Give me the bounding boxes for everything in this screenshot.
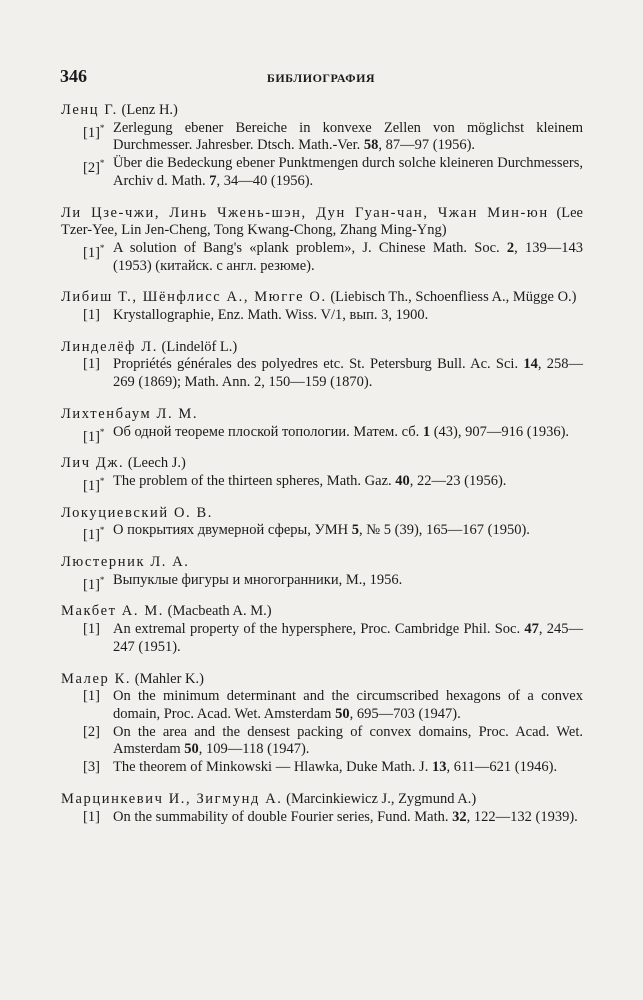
reference-details: , 122—132 (1939). — [466, 808, 578, 825]
author-latin-name: (Lenz H.) — [121, 102, 178, 118]
entry-author — [61, 455, 583, 473]
reference-index: [1] — [83, 244, 100, 261]
reference-number — [83, 621, 100, 639]
reference-volume: 14 — [523, 356, 538, 373]
author-name: Лич Дж. — [61, 455, 125, 472]
entry-author — [61, 791, 583, 809]
bibliography-entry — [61, 504, 583, 544]
translation-mark: * — [99, 122, 105, 133]
reference-volume: 1 — [422, 423, 431, 440]
reference — [61, 522, 583, 544]
reference-index: [1] — [83, 527, 100, 544]
reference-details: , 109—118 (1947). — [198, 741, 310, 758]
bibliography-entry — [61, 791, 583, 826]
bibliography-entry — [61, 554, 583, 593]
reference-text: The theorem of Minkowski — Hlawka, Duke Math. J. — [113, 759, 432, 776]
bibliography-entry — [61, 671, 583, 777]
reference — [61, 724, 583, 759]
reference-volume: 2 — [506, 239, 515, 256]
reference-volume: 50 — [184, 741, 199, 758]
reference-number — [83, 307, 100, 325]
entry-author — [61, 603, 583, 621]
author-latin-name: (Leech J.) — [127, 455, 186, 472]
reference-volume: 58 — [363, 137, 379, 154]
entry-author — [61, 671, 583, 689]
reference-details: , 34—40 (1956). — [216, 172, 314, 189]
bibliography-entry — [61, 405, 583, 445]
reference-index: [1] — [83, 124, 100, 141]
reference-details: , 139—143 (1953) (китайск. с англ. резюме). — [113, 239, 584, 274]
reference-index: [1] — [83, 428, 100, 445]
author-name: Либиш Т., Шёнфлисс А., Мюгге О. — [61, 289, 327, 306]
reference-number — [83, 572, 104, 595]
reference-volume: 7 — [209, 172, 217, 189]
reference-text: On the summability of double Fourier series, Fund. Math. — [113, 808, 453, 825]
reference-details: , 695—703 (1947). — [349, 705, 461, 722]
reference — [61, 688, 583, 723]
reference-index: [1] — [83, 621, 100, 638]
author-name: Лихтенбаум Л. М. — [61, 405, 199, 422]
reference — [61, 472, 583, 494]
author-name: Марцинкевич И., Зигмунд А. — [61, 790, 283, 807]
reference-index: [2] — [83, 159, 100, 176]
translation-mark: * — [99, 574, 105, 585]
reference-number — [83, 724, 100, 742]
page-number: 346 — [60, 66, 87, 86]
reference — [61, 809, 583, 827]
reference — [61, 759, 583, 777]
reference-number — [83, 240, 104, 263]
reference-text: A solution of Bang's «plank problem», J. Chinese Math. Soc. — [113, 239, 507, 256]
reference-volume: 47 — [524, 621, 539, 638]
entry-author — [61, 205, 583, 240]
reference-index: [1] — [83, 688, 100, 705]
reference — [61, 120, 583, 155]
author-latin-name: (Lee Tzer-Yee, Lin Jen-Cheng, Tong Kwang-Chong, Zhang Ming-Yng) — [61, 204, 583, 239]
bibliography-entry — [61, 205, 583, 276]
reference-index: [2] — [83, 723, 100, 740]
reference-text: Об одной теореме плоской топологии. Матем. сб. — [113, 423, 423, 440]
author-name: Ленц Г. — [61, 102, 118, 118]
reference-number — [83, 120, 104, 143]
bibliography-entry — [61, 102, 583, 191]
reference-index: [3] — [83, 759, 100, 776]
bibliography-entry — [61, 603, 583, 656]
reference-details: (43), 907—916 (1936). — [430, 423, 570, 440]
reference-number — [83, 759, 100, 777]
reference — [61, 240, 583, 275]
reference-details: , 245—247 (1951). — [113, 621, 584, 655]
author-name: Люстерник Л. А. — [61, 554, 190, 571]
translation-mark: * — [99, 242, 105, 253]
bibliography-list — [61, 102, 583, 840]
reference-details: , 258—269 (1869); Math. Ann. 2, 150—159 (1870). — [113, 356, 583, 391]
author-name: Малер К. — [61, 670, 132, 687]
reference — [61, 621, 583, 656]
author-latin-name: (Marcinkiewicz J., Zygmund A.) — [286, 790, 477, 807]
running-title: БИБЛИОГРАФИЯ — [266, 71, 376, 85]
reference-text: О покрытиях двумерной сферы, УМН — [113, 522, 352, 539]
reference-number — [83, 688, 100, 706]
author-name: Макбет А. М. — [61, 603, 165, 620]
author-name: Линделёф Л. — [61, 338, 158, 355]
reference-volume: 13 — [431, 759, 447, 776]
entry-author — [61, 289, 583, 307]
author-name: Локуциевский О. В. — [61, 504, 213, 521]
reference-text: Krystallographie, Enz. Math. Wiss. V/1, вып. 3, 1900. — [113, 307, 429, 324]
reference-details: , 87—97 (1956). — [378, 137, 476, 154]
entry-author — [61, 339, 583, 357]
reference-text: On the area and the densest packing of convex domains, Proc. Acad. Wet. Amsterdam — [113, 723, 583, 758]
bibliography-entry — [61, 289, 583, 324]
entry-author — [61, 505, 583, 523]
reference-volume: 32 — [452, 808, 467, 825]
reference-text: An extremal property of the hypersphere, Proc. Cambridge Phil. Soc. — [113, 621, 525, 638]
author-latin-name: (Lindelöf L.) — [161, 338, 238, 355]
reference-text: Propriétés générales des polyedres etc. St. Petersburg Bull. Ac. Sci. — [113, 356, 524, 373]
reference-number — [83, 155, 104, 178]
reference-details: , 22—23 (1956). — [409, 472, 507, 489]
entry-author — [61, 554, 583, 572]
reference — [61, 571, 583, 593]
reference — [61, 356, 583, 391]
author-name: Ли Цзе-чжи, Линь Чжень-шэн, Дун Гуан-чан, Чжан Мин-юн — [61, 204, 549, 221]
reference-volume: 5 — [351, 522, 360, 539]
author-latin-name: (Macbeath A. M.) — [167, 603, 272, 620]
reference-index: [1] — [83, 477, 100, 494]
reference-index: [1] — [83, 576, 100, 593]
reference-index: [1] — [83, 307, 100, 324]
reference-number — [83, 356, 100, 374]
translation-mark: * — [99, 426, 105, 437]
reference-index: [1] — [83, 356, 100, 373]
entry-author — [61, 406, 583, 424]
bibliography-entry — [61, 455, 583, 494]
reference-text: The problem of the thirteen spheres, Math. Gaz. — [113, 472, 396, 489]
translation-mark: * — [99, 525, 105, 536]
translation-mark: * — [99, 158, 105, 169]
reference-number — [83, 809, 100, 827]
reference-text: Выпуклые фигуры и многогранники, М., 1956. — [113, 571, 403, 588]
reference-details: , № 5 (39), 165—167 (1950). — [359, 522, 530, 539]
reference-number — [83, 473, 104, 496]
reference-number — [83, 522, 104, 545]
reference-text: Über die Bedeckung ebener Punktmengen durch solche kleineren Durchmessers, Archiv d. Math. — [113, 155, 583, 189]
page-header — [60, 66, 582, 90]
reference-text: Zerlegung ebener Bereiche in konvexe Zellen von möglichst kleinem Durchmesser. Jahresber. Dtsch. Math.-Ver. — [113, 119, 583, 154]
reference-volume: 50 — [335, 705, 350, 722]
reference-text: On the minimum determinant and the circumscribed hexagons of a convex domain, Proc. Acad. Wet. Amsterdam — [113, 688, 583, 722]
reference — [61, 307, 583, 325]
author-latin-name: (Liebisch Th., Schoenfliess A., Mügge O.) — [330, 289, 577, 306]
reference — [61, 155, 583, 190]
reference-index: [1] — [83, 808, 100, 825]
bibliography-entry — [61, 339, 583, 392]
reference-number — [83, 424, 104, 447]
entry-author — [61, 102, 583, 120]
reference — [61, 423, 583, 445]
reference-details: , 611—621 (1946). — [446, 759, 558, 776]
translation-mark: * — [99, 475, 105, 486]
author-latin-name: (Mahler K.) — [134, 670, 204, 687]
reference-volume: 40 — [395, 472, 410, 489]
